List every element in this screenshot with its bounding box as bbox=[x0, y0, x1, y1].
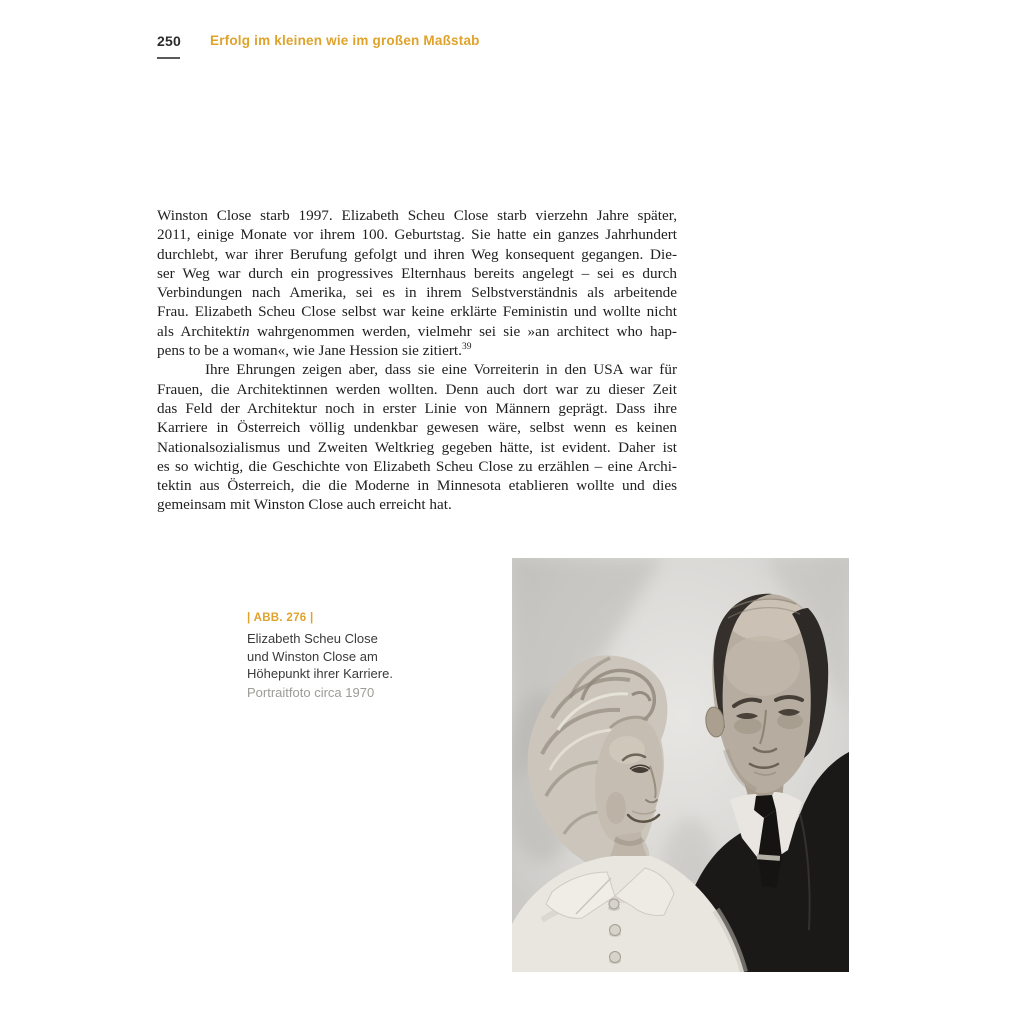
page-number-rule bbox=[157, 57, 180, 59]
body-text-line: Nationalsozialismus und Zweiten Weltkrieg gegeben hätte, ist evident. Daher ist bbox=[157, 438, 677, 456]
figure-caption-line: und Winston Close am bbox=[247, 648, 378, 664]
body-text-line: Verbindungen nach Amerika, sei es in ihrem Selbstverständnis als arbeitende bbox=[157, 284, 677, 302]
body-text-line: als Architektin wahrgenommen werden, vielmehr sei sie »an architect who hap- bbox=[157, 322, 677, 340]
body-text-line: Frau. Elizabeth Scheu Close selbst war keine erklärte Feministin und wollte nicht bbox=[157, 303, 677, 321]
portrait-photo-svg bbox=[512, 558, 849, 972]
figure-caption bbox=[247, 612, 477, 701]
body-text-line: das Feld der Architektur noch in erster Linie von Männern geprägt. Dass ihre bbox=[157, 399, 677, 417]
body-text-line: es so wichtig, die Geschichte von Elizabeth Scheu Close zu erzählen – eine Archi- bbox=[157, 457, 677, 475]
figure-label: | ABB. 276 | bbox=[247, 612, 314, 624]
body-text-line: tektin aus Österreich, die die Moderne in Minnesota etablieren wollte und dies bbox=[157, 477, 677, 495]
portrait-photo bbox=[512, 558, 849, 972]
figure-credit: Portraitfoto circa 1970 bbox=[247, 684, 375, 700]
chapter-title: Erfolg im kleinen wie im großen Maßstab bbox=[210, 33, 480, 48]
running-head bbox=[157, 33, 181, 49]
body-text-line: pens to be a woman«, wie Jane Hession sie zitiert.$^{39}$ bbox=[157, 342, 472, 360]
figure-caption-line: Elizabeth Scheu Close bbox=[247, 631, 378, 646]
body-text-line: ser Weg war durch ein progressives Elternhaus bereits angelegt – sei es durch bbox=[157, 264, 677, 282]
body-text-line: gemeinsam mit Winston Close auch erreicht hat. bbox=[157, 496, 452, 514]
body-text-line: Winston Close starb 1997. Elizabeth Scheu Close starb vierzehn Jahre später, bbox=[157, 207, 677, 224]
body-text-line: Frauen, die Architektinnen werden wollten. Denn auch dort war zu dieser Zeit bbox=[157, 380, 677, 398]
body-text-line: 2011, einige Monate vor ihrem 100. Geburtstag. Sie hatte ein ganzes Jahrhundert bbox=[157, 226, 677, 244]
body-text-line: Karriere in Österreich völlig undenkbar gewesen wäre, selbst wenn es keinen bbox=[157, 419, 677, 437]
body-text-line: durchlebt, war ihrer Berufung gefolgt und ihren Weg konsequent gegangen. Die- bbox=[157, 245, 677, 263]
body-text bbox=[157, 206, 677, 515]
figure-caption-line: Höhepunkt ihrer Karriere. bbox=[247, 666, 393, 681]
body-text-line: Ihre Ehrungen zeigen aber, dass sie eine Vorreiterin in den USA war für bbox=[205, 361, 677, 379]
page-number: 250 bbox=[157, 33, 181, 49]
